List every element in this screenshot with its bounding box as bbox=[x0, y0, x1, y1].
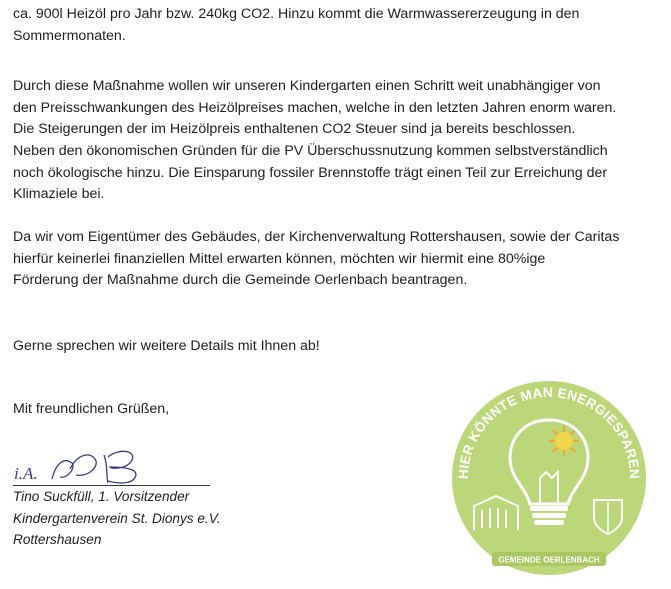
text-line: Förderung der Maßnahme durch die Gemeinde Oerlenbach beantragen. bbox=[13, 272, 468, 288]
text-line: Mit freundlichen Grüßen, bbox=[13, 401, 170, 417]
text-line: Durch diese Maßnahme wollen wir unseren Kindergarten einen Schritt weit unabhängiger von bbox=[13, 78, 601, 94]
text-line: den Preisschwankungen des Heizölpreises machen, welche in den letzten Jahren enorm waren. bbox=[13, 99, 617, 116]
paragraph-5 bbox=[13, 336, 663, 358]
text-line: Da wir vom Eigentümer des Gebäudes, der Kirchenverwaltung Rottershausen, sowie der Caritas bbox=[13, 229, 620, 245]
logo-badge bbox=[452, 381, 646, 575]
sun-icon bbox=[549, 426, 579, 456]
text-line: Neben den ökonomischen Gründen für die PV Überschussnutzung kommen selbstverständlich bbox=[13, 143, 608, 159]
text-line: ca. 900l Heizöl pro Jahr bzw. 240kg CO2. Hinzu kommt die Warmwassererzeugung in den bbox=[13, 6, 580, 22]
text-line: noch ökologische hinzu. Die Einsparung fossiler Brennstoffe trägt einen Teil zur Erreichung der bbox=[13, 164, 608, 181]
signature-prefix: i.A. bbox=[14, 464, 38, 483]
logo-arc-text: HIER KÖNNTE MAN ENERGIESPAREN bbox=[455, 384, 643, 480]
paragraph-4 bbox=[13, 227, 663, 292]
text-line: Sommermonaten. bbox=[13, 27, 126, 44]
signer-block bbox=[13, 486, 221, 551]
text-line: hierfür keinerlei finanziellen Mittel erwarten können, möchten wir hiermit eine 80%ige bbox=[13, 250, 546, 267]
paragraph-2 bbox=[13, 76, 663, 141]
signer-organization: Kindergartenverein St. Dionys e.V. bbox=[13, 510, 221, 526]
paragraph-1 bbox=[13, 4, 663, 47]
text-line: Die Steigerungen der im Heizölpreis enthaltenen CO2 Steuer sind ja bereits beschlossen. bbox=[13, 121, 576, 137]
signer-name: Tino Suckfüll, 1. Vorsitzender bbox=[13, 489, 190, 504]
paragraph-3 bbox=[13, 141, 663, 206]
text-line: Klimaziele bei. bbox=[13, 186, 105, 202]
text-line: Gerne sprechen wir weitere Details mit Ihnen ab! bbox=[13, 338, 320, 354]
logo-banner-text: GEMEINDE OERLENBACH bbox=[498, 555, 600, 565]
energy-saving-logo bbox=[444, 378, 654, 578]
signer-place: Rottershausen bbox=[13, 532, 102, 547]
